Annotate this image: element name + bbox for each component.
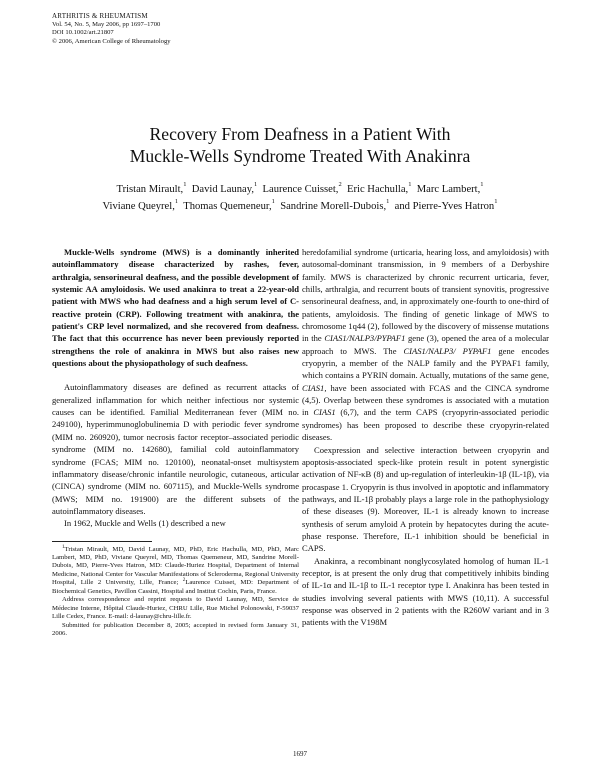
submission-footnote: Submitted for publication December 8, 2005; accepted in revised form January 31, 2006.: [52, 621, 299, 638]
footnotes: [52, 546, 299, 639]
author: and Pierre-Yves Hatron$^1$: [394, 197, 498, 212]
title-line-2: Muckle-Wells Syndrome Treated With Anakinra: [129, 145, 471, 166]
correspondence-footnote: Address correspondence and reprint requests to David Launay, MD, Service de Médecine Interne, Hôpital Claude-Huriez, CHRU Lille, Rue Michel Polonowski, F-59037 Lille Cedex, France. E-mail: d-launay@chru-lille.fr.: [52, 596, 299, 621]
author: Laurence Cuisset,$^2$: [262, 181, 342, 195]
author: Eric Hachulla,$^1$: [347, 181, 412, 195]
footnote-divider: [52, 541, 152, 542]
doi: DOI 10.1002/art.21807: [52, 29, 114, 37]
title-line-1: Recovery From Deafness in a Patient With: [149, 124, 451, 144]
body-paragraph: Autoinflammatory diseases are defined as recurrent attacks of generalized inflammation for which neither infectious nor systemic causes can be identified. Familial Mediterranean fever (MIM no. 249100), hyperimmunoglobulinemia D with periodic fever syndrome (MIM no. 260920), tumor necrosis factor receptor–associated periodic syndrome (MIM no. 142680), familial cold autoinflammatory syndrome (FCAS; MIM no. 120100), neonatal-onset multisystem inflammatory disease/chronic infantile neurologic, cutaneous, articular (CINCA) syndrome (MIM no. 607115), and Muckle-Wells syndrome (MWS; MIM no. 191900) are the different subsets of the autoinflammatory diseases.: [52, 382, 299, 516]
page-number: 1697: [293, 750, 307, 758]
author: David Launay,$^1$: [191, 181, 258, 195]
copyright: © 2006, American College of Rheumatology: [52, 37, 171, 45]
abstract: Muckle-Wells syndrome (MWS) is a dominantly inherited autoinflammatory disease characterized by rashes, fever, arthralgia, sensorineural deafness, and the possible development of systemic AA amyloidosis. We used anakinra to treat a 22-year-old patient with MWS who had deafness and a high serum level of C-reactive protein (CRP). Following treatment with anakinra, the patient's CRP level normalized, and she recovered from deafness. The fact that this occurrence has never been previously reported strengthens the role of anakinra in MWS but also raises new questions about the physiopathology of such deafness.: [52, 247, 299, 369]
body-paragraph: Anakinra, a recombinant nonglycosylated homolog of human IL-1 receptor, is at present the only drug that competitively inhibits binding of IL-1α and IL-1β to IL-1 receptor type I. Anakinra has been tested in studies involving several patients with MWS (10,11). A successful response was observed in 2 patients with the R260W variant and in 3 patients with the V198M: [302, 555, 549, 628]
article-title: [40, 124, 560, 167]
affiliation-footnote: $^1$Tristan Mirault, MD, David Launay, MD, PhD, Eric Hachulla, MD, PhD, Marc Lambert, MD, PhD, Viviane Queyrel, MD, Thomas Quemeneur, MD, Sandrine Morell-Dubois, MD, Pierre-Yves Hatron, MD: Claude-Huriez Hospital, Department of Internal Medicine, National Center for Vascular Manifestations of Scleroderma, Regional University Hospital, Lille 2 University, Lille, France; $^2$Laurence Cuisset, MD: Department of Biochemical Genetics, Pavillon Cassini, Hospital and Institut Cochin, Paris, France.: [52, 544, 299, 595]
author: Thomas Quemeneur,$^1$: [183, 197, 275, 212]
body-paragraph: Coexpression and selective interaction between cryopyrin and apoptosis-associated speck-like protein result in potent synergistic activation of NF-κB (8) and up-regulation of interleukin-1β (IL-1β), via procaspase 1. Cryopyrin is thus involved in apoptotic and inflammatory pathways, and IL-1β probably plays a large role in the pathophysiology of these diseases (9). Moreover, IL-1 is already known to increase synthesis of serum amyloid A protein by hepatocytes during the acute-phase response. Therefore, IL-1 inhibition should be beneficial in CAPS.: [302, 444, 549, 554]
body-paragraph: In 1962, Muckle and Wells (1) described a new: [64, 518, 226, 529]
body-paragraph: heredofamilial syndrome (urticaria, hearing loss, and amyloidosis) with autosomal-dominant transmission, in 9 members of a Derbyshire family. MWS is characterized by chronic recurrent urticaria, fever, chills, arthralgia, and recurrent bouts of transient synovitis, progressive sensorineural deafness, and, in approximately one-fourth to one-third of patients, amyloidosis. The finding of genetic linkage of MWS to chromosome 1q44 (2), followed by the discovery of missense mutations in the CIAS1/NALP3/PYPAF1 gene (3), opened the area of a molecular approach to MWS. The CIAS1/NALP3/ PYPAF1 gene encodes cryopyrin, a member of the NALP family and the PYPAF1 family, which contains a PYRIN domain. Actually, mutations of the same gene, CIAS1, have been associated with FCAS and the CINCA syndrome (4,5). Overlap between these syndromes is associated with a mutation in CIAS1 (6,7), and the term CAPS (cryopyrin-associated periodic syndromes) has been proposed to describe these cryopyrin-related diseases.: [302, 247, 549, 443]
left-column: [52, 246, 299, 639]
author: Tristan Mirault,$^1$: [116, 181, 187, 195]
right-column: [302, 246, 549, 629]
author: Sandrine Morell-Dubois,$^1$: [280, 197, 390, 212]
author: Marc Lambert,$^1$: [416, 181, 484, 195]
journal-name: ARTHRITIS & RHEUMATISM: [52, 12, 148, 20]
author-list: [40, 182, 560, 215]
author: Viviane Queyrel,$^1$: [102, 197, 179, 212]
volume-info: Vol. 54, No. 5, May 2006, pp 1697–1700: [52, 20, 161, 28]
journal-header: [52, 12, 171, 46]
